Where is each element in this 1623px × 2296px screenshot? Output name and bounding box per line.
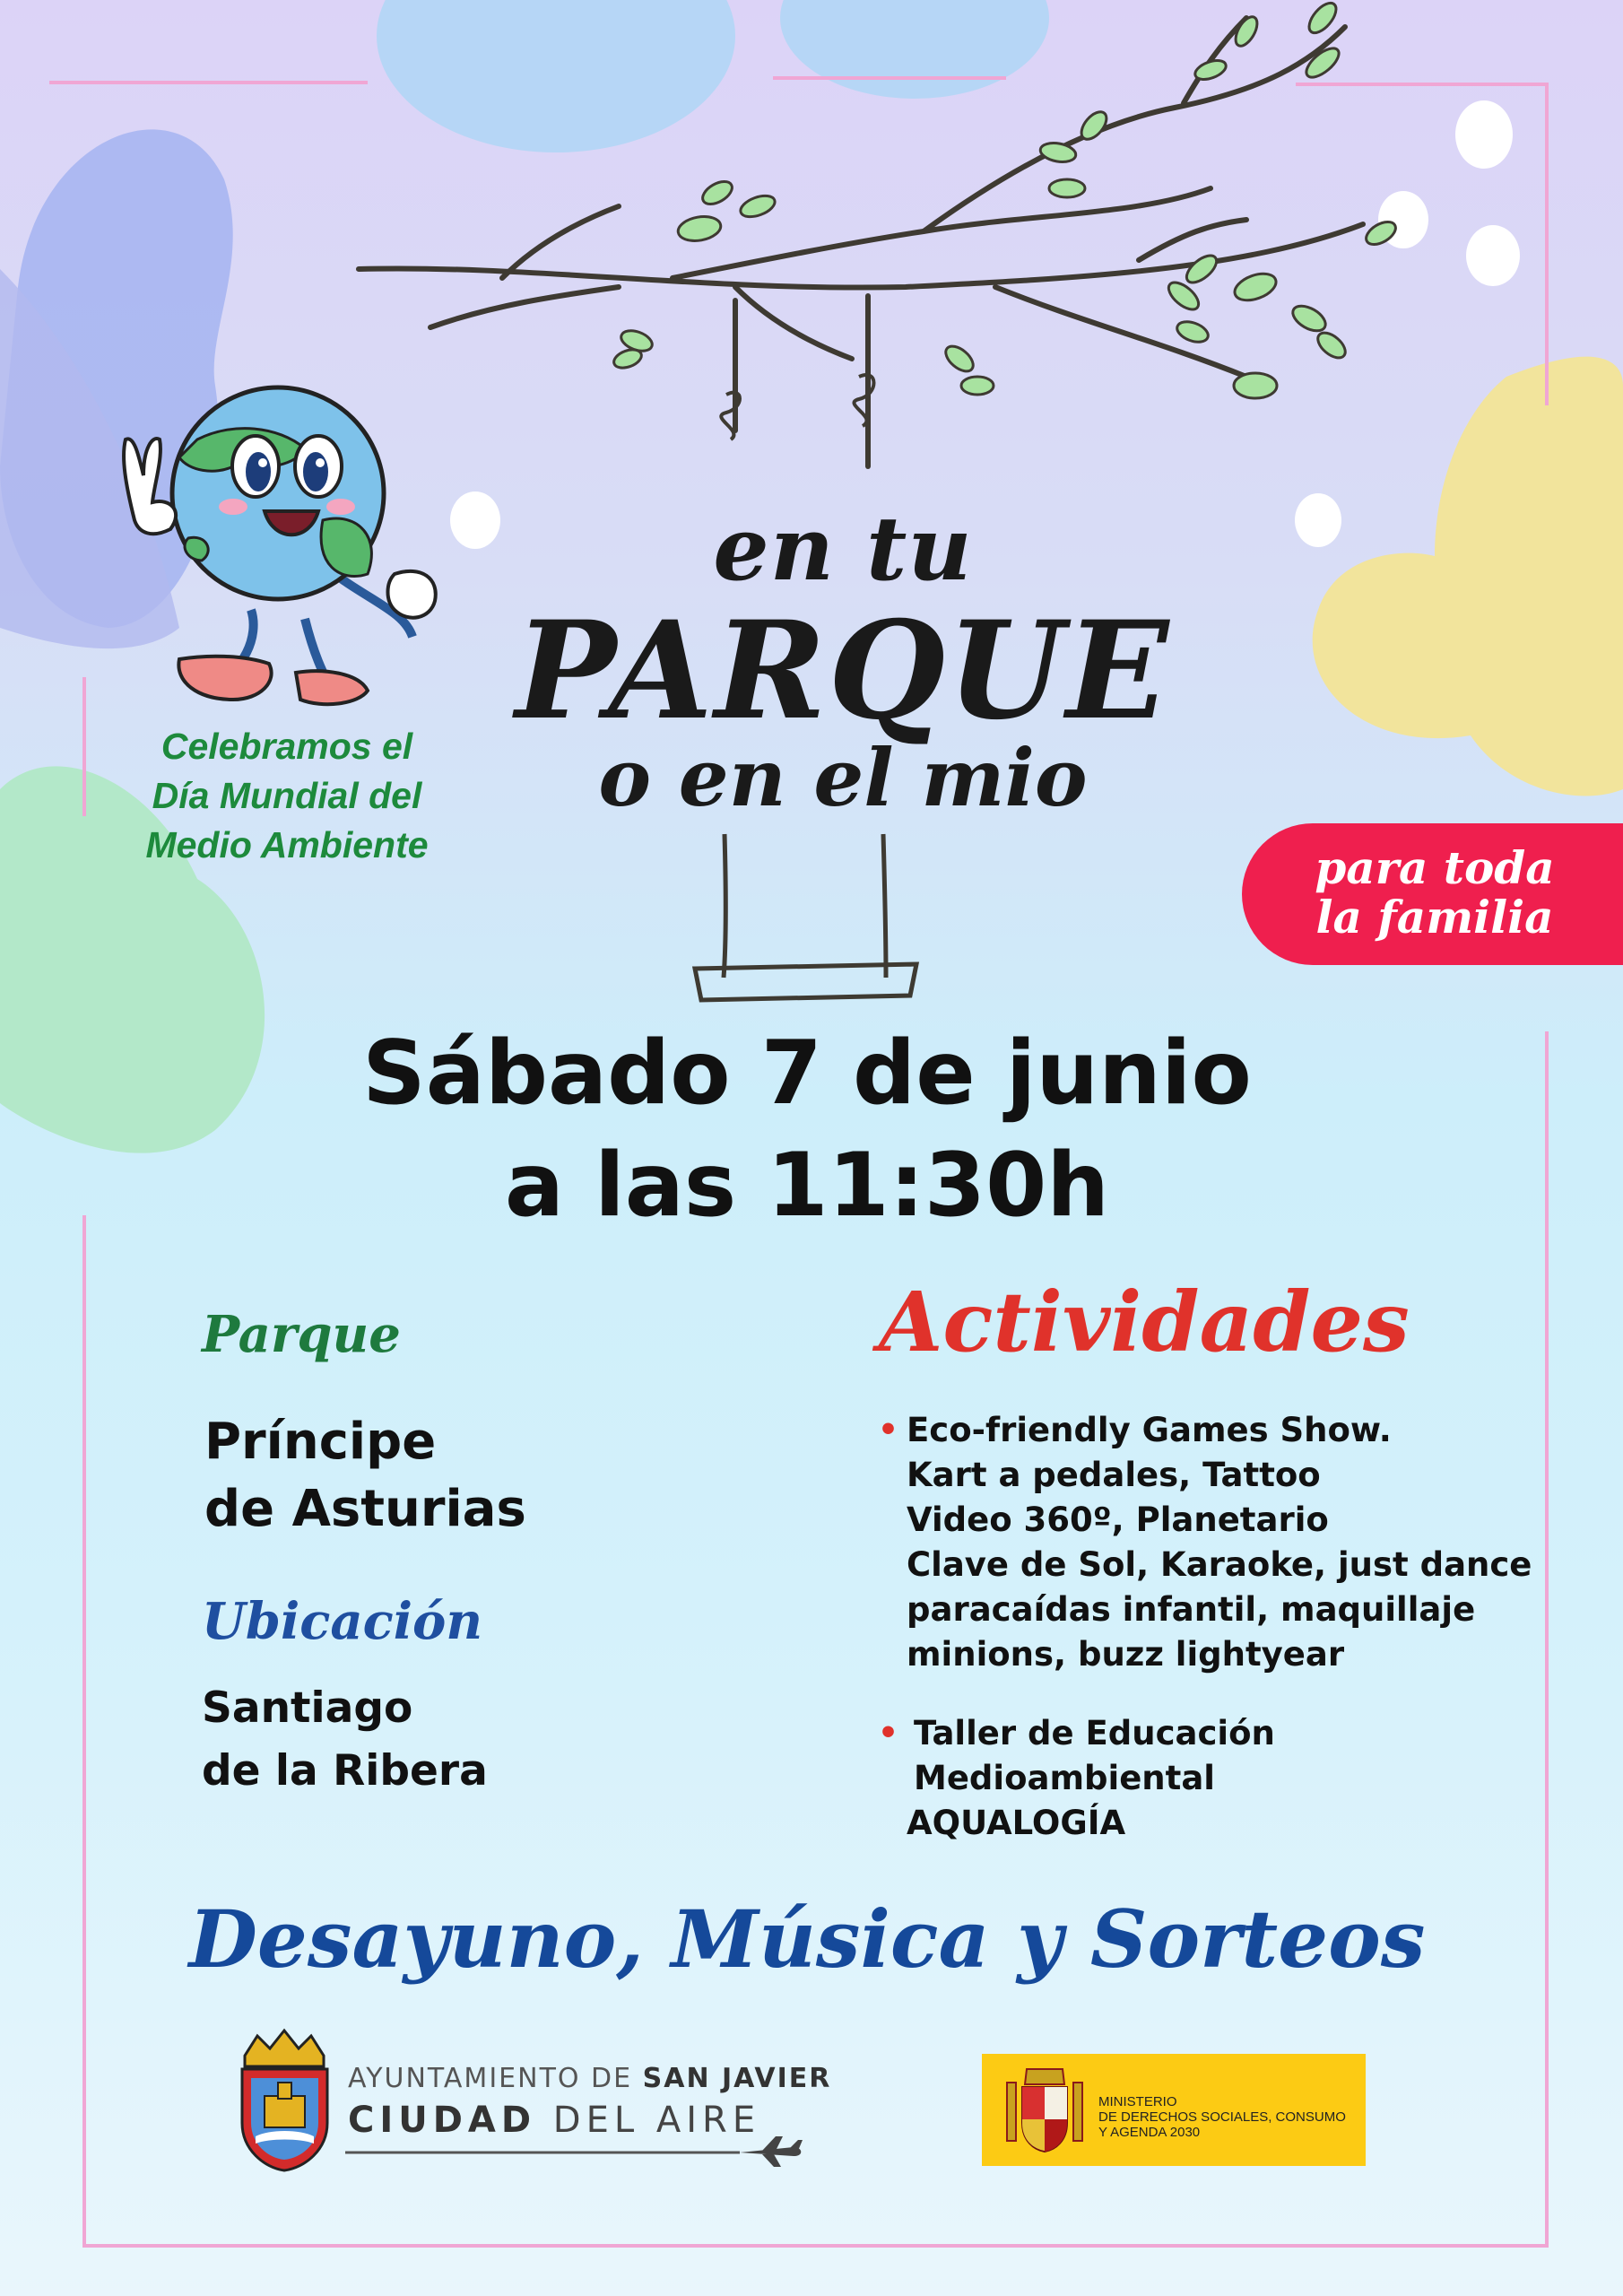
activity-line: minions, buzz lightyear bbox=[907, 1635, 1345, 1674]
ayuntamiento-line1-b: SAN JAVIER bbox=[642, 2063, 832, 2094]
bullet-icon: • bbox=[878, 1715, 899, 1752]
earth-day-caption bbox=[108, 722, 466, 870]
frame-line-left-top bbox=[82, 677, 86, 816]
ministry-line3: Y AGENDA 2030 bbox=[1098, 2125, 1201, 2140]
ayuntamiento-name bbox=[348, 2063, 831, 2094]
ministry-logo bbox=[982, 2054, 1366, 2166]
park-name bbox=[204, 1408, 526, 1543]
activity-line: Clave de Sol, Karaoke, just dance bbox=[907, 1545, 1532, 1584]
frame-line-right-top bbox=[1545, 83, 1549, 405]
earth-caption-line2: Día Mundial del bbox=[152, 775, 422, 816]
activities-title: Actividades bbox=[879, 1274, 1410, 1370]
activity-line: paracaídas infantil, maquillaje bbox=[907, 1590, 1476, 1629]
activity-line: Eco-friendly Games Show. bbox=[907, 1411, 1392, 1449]
earth-caption-line3: Medio Ambiente bbox=[145, 824, 429, 865]
title-line-1: en tu bbox=[713, 498, 973, 601]
earth-caption-line1: Celebramos el bbox=[161, 726, 413, 767]
event-time: a las 11:30h bbox=[504, 1135, 1110, 1237]
bullet-icon: • bbox=[878, 1412, 899, 1448]
airplane-icon bbox=[345, 2135, 812, 2170]
spain-shield-icon bbox=[1000, 2065, 1089, 2154]
list-item bbox=[874, 1711, 1520, 1846]
ministry-line1: MINISTERIO bbox=[1098, 2094, 1177, 2109]
list-item bbox=[874, 1408, 1532, 1677]
frame-line-right bbox=[1545, 1031, 1549, 2247]
activity-line: Kart a pedales, Tattoo bbox=[907, 1456, 1321, 1494]
family-badge-line1: para toda bbox=[1315, 841, 1555, 894]
park-name-line2: de Asturias bbox=[204, 1480, 526, 1538]
frame-line-top-left bbox=[49, 81, 368, 84]
frame-line-bottom bbox=[82, 2244, 1549, 2248]
park-label: Parque bbox=[202, 1305, 401, 1364]
ayuntamiento-logo-text bbox=[348, 2063, 831, 2141]
family-badge-line2: la familia bbox=[1315, 891, 1554, 944]
location-name-line1: Santiago bbox=[202, 1683, 413, 1733]
frame-line-left bbox=[82, 1215, 86, 2247]
coat-of-arms-icon bbox=[238, 2029, 332, 2172]
ayuntamiento-line2-b: DEL AIRE bbox=[536, 2100, 761, 2141]
activities-list bbox=[874, 1408, 1532, 1880]
title-line-3: o en el mio bbox=[598, 731, 1088, 824]
location-name-line2: de la Ribera bbox=[202, 1746, 488, 1796]
location-label: Ubicación bbox=[202, 1592, 483, 1651]
ayuntamiento-line1-a: AYUNTAMIENTO DE bbox=[348, 2063, 643, 2094]
activity-line: AQUALOGÍA bbox=[907, 1804, 1126, 1842]
ayuntamiento-line2-a: CIUDAD bbox=[348, 2100, 537, 2141]
activity-line: Taller de Educación bbox=[914, 1714, 1275, 1752]
activity-line: Video 360º, Planetario bbox=[907, 1500, 1329, 1539]
title-line-2: PARQUE bbox=[515, 592, 1171, 750]
ministry-name bbox=[1098, 2094, 1346, 2140]
event-date: Sábado 7 de junio bbox=[362, 1022, 1252, 1125]
activity-line: Medioambiental bbox=[914, 1759, 1215, 1797]
family-badge-text bbox=[1273, 843, 1596, 942]
ministry-line2: DE DERECHOS SOCIALES, CONSUMO bbox=[1098, 2109, 1346, 2125]
earth-mascot-icon bbox=[99, 386, 457, 718]
location-name bbox=[202, 1677, 488, 1803]
footer-tagline: Desayuno, Música y Sorteos bbox=[188, 1892, 1426, 1986]
park-name-line1: Príncipe bbox=[204, 1413, 437, 1471]
